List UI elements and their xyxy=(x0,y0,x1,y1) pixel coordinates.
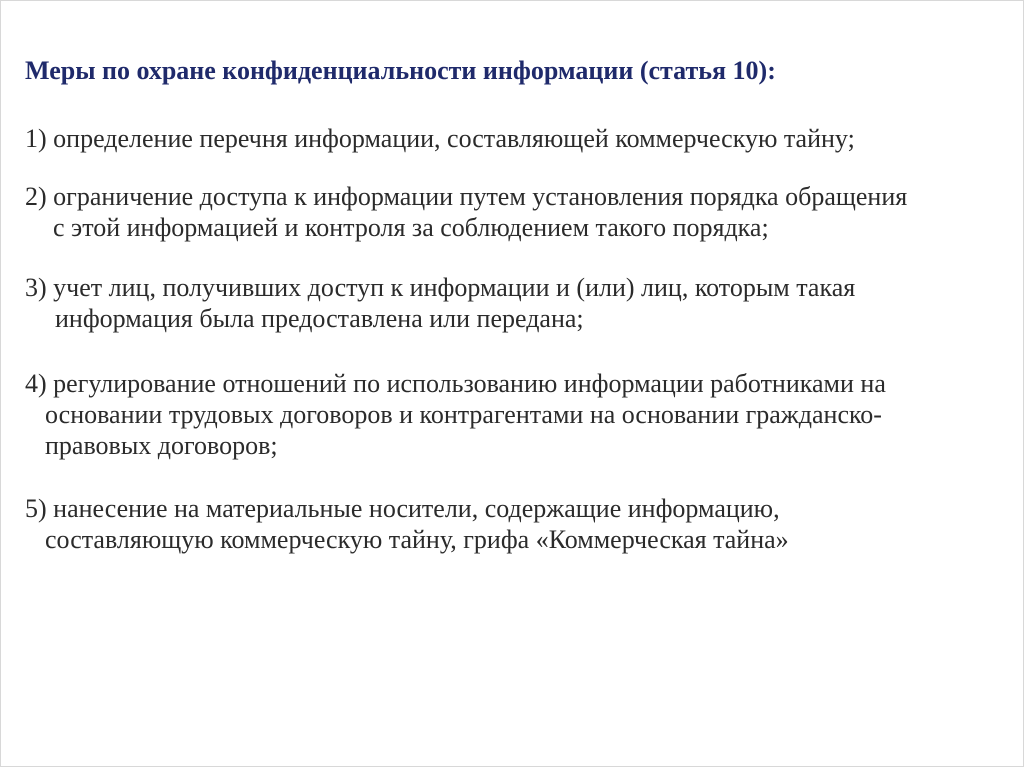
list-item-4-line-3: правовых договоров; xyxy=(45,431,278,460)
list-item-5-line-2: составляющую коммерческую тайну, грифа «Коммерческая тайна» xyxy=(45,525,789,554)
list-item-4-line-1: 4) регулирование отношений по использованию информации работниками на xyxy=(25,369,886,398)
list-item-1-line-1: 1) определение перечня информации, составляющей коммерческую тайну; xyxy=(25,124,855,153)
list-item-5 xyxy=(25,493,789,555)
list-item-5-line-1: 5) нанесение на материальные носители, содержащие информацию, xyxy=(25,494,780,523)
list-item-4-line-2: основании трудовых договоров и контрагентами на основании гражданско- xyxy=(45,400,882,429)
slide-title: Меры по охране конфиденциальности информации (статья 10): xyxy=(25,56,776,85)
list-item-4 xyxy=(25,368,886,461)
list-item-1 xyxy=(25,123,855,154)
list-item-3-line-1: 3) учет лиц, получивших доступ к информации и (или) лиц, которым такая xyxy=(25,273,856,302)
list-item-2-line-1: 2) ограничение доступа к информации путем установления порядка обращения xyxy=(25,182,908,211)
list-item-3-line-2: информация была предоставлена или передана; xyxy=(55,304,584,333)
list-item-2-line-2: с этой информацией и контроля за соблюдением такого порядка; xyxy=(53,213,769,242)
list-item-3 xyxy=(25,272,855,334)
list-item-2 xyxy=(25,181,907,243)
